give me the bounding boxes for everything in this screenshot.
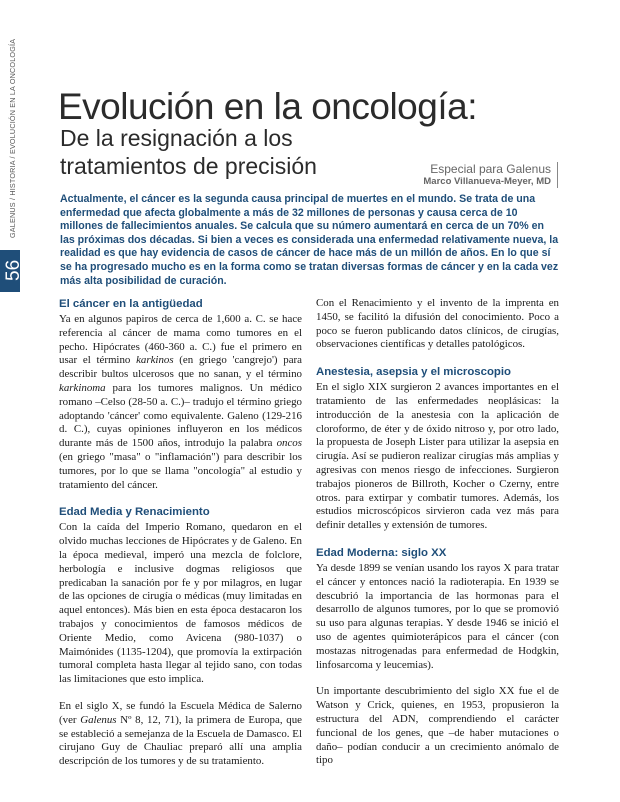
byline — [423, 162, 558, 188]
article-title: Evolución en la oncología: — [58, 86, 477, 127]
lead-paragraph: Actualmente, el cáncer es la segunda causa principal de muertes en el mundo. Se trata de una enfermedad que afecta globalmente a más de 32 millones de personas y causa cerca de 10 millones de fallecimientos anuales. Se calcula que su número aumentará en cerca de un 70% en las próximas dos décadas. Si bien a veces es considerada una enfermedad relativamente nueva, la realidad es que hay evidencia de casos de cáncer de hace más de un millón de años. En lo que sí se ha progresado mucho es en la forma como se tratan diversas formas de cáncer y en la cada vez más alta posibilidad de curación. — [60, 193, 559, 287]
paragraph-anestesia: En el siglo XIX surgieron 2 avances importantes en el tratamiento de las enfermedades neoplásicas: la introducción de la anestesia con la aplicación de cloroformo, de éter y de óxido nitroso y, por otro lado, la propuesta de Joseph Lister para utilizar la asepsia en cirugía. Así se pudieron realizar cirugías más amplias y agresivas con menos riesgo de infecciones. Surgieron trabajos pioneros de Billroth, Kocher o Czerny, entre otros. para extirpar y combatir tumores. Además, los estudios microscópicos sirvieron cada vez más para definir detalles y extensión de tumores. — [316, 381, 559, 532]
text-run: En el siglo X, se fundó la Escuela Médica de Salerno (ver — [59, 699, 302, 726]
text-run: Ya en algunos papiros de cerca de 1,600 a. C. se hace referencia al cáncer de mama como tumores en el pecho. Hipócrates (460-360 a. C.) fue el primero en usar el término — [59, 313, 302, 367]
byline-special: Especial para Galenus — [430, 162, 551, 176]
text-run: Nº 8, 12, 71), la primera de Europa, que se estableció a semejanza de la Escuela de Damasco. El cirujano Guy de Chauliac preparó allí una amplia descripción de los tumores y de su tratamiento. — [59, 713, 302, 768]
paragraph-salerno — [59, 700, 302, 769]
paragraph-edad-moderna: Ya desde 1899 se venían usando los rayos X para tratar el cáncer y entonces nació la radioterapia. En 1939 se descubrió la importancia de las hormonas para el desarrollo de algunos tumores, por lo que se promovió su uso para algunas terapias. Y desde 1946 se inició el uso de agentes quimioterápicos para el cáncer (con mostazas nitrogenadas para enfermedad de Hodgkin, linfosarcoma y leucemias). — [316, 561, 559, 671]
section-heading-edad-media: Edad Media y Renacimiento — [59, 506, 210, 519]
term-karkinoma: karkinoma — [59, 381, 106, 394]
left-column — [59, 297, 302, 782]
byline-author: Marco Villanueva-Meyer, MD — [423, 176, 551, 187]
paragraph-renacimiento: Con el Renacimiento y el invento de la imprenta en 1450, se facilitó la difusión del conocimiento. Poco a poco se fueron publicando datos clínicos, de cirugías, observaciones científicas y detalles patológicos. — [316, 297, 559, 351]
term-karkinos: karkinos — [136, 354, 174, 367]
section-heading-edad-moderna: Edad Moderna: siglo XX — [316, 546, 447, 559]
term-oncos: oncos — [276, 437, 302, 450]
section-heading-anestesia: Anestesia, asepsia y el microscopio — [316, 366, 511, 379]
text-run: (en griego 'cangrejo') para describir bultos ulcerosos que no sanan, y el término — [59, 354, 302, 381]
paragraph-edad-media: Con la caída del Imperio Romano, quedaron en el olvido muchas lecciones de Hipócrates y de Galeno. En la época medieval, imperó una mezcla de folclore, herbología e inclusive dogmas religiosos que predicaban la sanación por fe y por milagros, en lugar de las opciones de cirugía o médicas (muy limitadas en aquel entonces). Más bien en esta época destacaron los trabajos y conocimientos de famosos médicos de Oriente Medio, como Avicena (980-1037) o Maimónides (1135-1204), que promovía la extirpación tumoral completa hasta llegar al tejido sano, con todas las limitaciones que esto implica. — [59, 521, 302, 686]
article-subtitle: De la resignación a los tratamientos de precisión — [60, 125, 317, 179]
text-run: (en griego "masa" o "inflamación") para describir los tumores, por lo que se llama "oncología" al estudio y tratamiento del cáncer. — [59, 450, 302, 491]
text-run: para los tumores malignos. Un médico romano –Celso (28-50 a. C.)– tradujo el término griego adoptando 'cáncer' como equivalente. Galeno (129-216 d. C.), cuyas opiniones influyeron en los médicos durante más de 1500 años, introdujo la palabra — [59, 381, 302, 450]
page-number: 56 — [3, 259, 24, 281]
paragraph-adn: Un importante descubrimiento del siglo XX fue el de Watson y Crick, quienes, en 1953, propusieron la estructura del ADN, comprendiendo el carácter funcional de los genes, que –de haber mutaciones o daño– podían conducir a un crecimiento anómalo de tipo — [316, 685, 559, 767]
paragraph-antiguedad — [59, 313, 302, 492]
term-galenus: Galenus — [80, 713, 117, 726]
running-head: GALENUS / HISTORIA / EVOLUCIÓN EN LA ONCOLOGÍA — [8, 38, 17, 238]
section-heading-antiguedad: El cáncer en la antigüedad — [59, 298, 203, 310]
right-column — [316, 297, 559, 781]
